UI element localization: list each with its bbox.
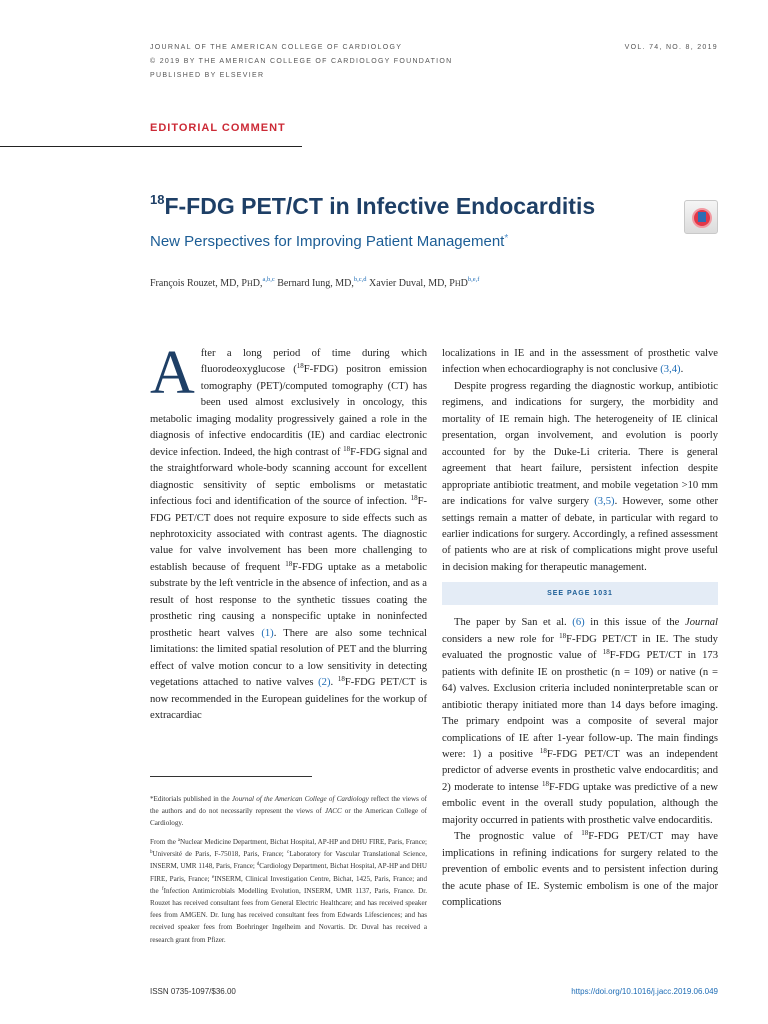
title-text: F-FDG PET/CT in Infective Endocarditis [164,193,596,219]
subtitle-text: New Perspectives for Improving Patient Management [150,233,505,250]
issn-price: ISSN 0735-1097/$36.00 [150,987,236,996]
doi-link[interactable]: https://doi.org/10.1016/j.jacc.2019.06.049 [571,987,718,996]
crossmark-icon[interactable] [684,200,718,234]
publisher-line: PUBLISHED BY ELSEVIER [150,72,265,79]
author-affiliation[interactable]: b,e,f [467,276,480,283]
section-label: EDITORIAL COMMENT [150,122,286,134]
body-column-right [442,346,718,912]
body-paragraph: localizations in IE and in the assessment of prosthetic valve infection when echocardiography is not conclusive (3,4). [442,348,718,376]
body-paragraph: The paper by San et al. (6) in this issue of the Journal considers a new role for $^{18}$F-FDG PET/CT in IE. The study evaluated the prognostic value of $^{18}$F-FDG PET/CT in 173 patients with definite IE on prosthetic (n = 109) or native (n = 64) valves. Exclusion criteria included noninterpretable scan or antibiotic therapy initiated more than 14 days before imaging. The primary endpoint was a composite of several major complications of IE after 1-year follow-up. The main findings were: 1) a positive $^{18}$F-FDG PET/CT was an independent predictor of adverse events in prosthetic valve endocarditis; and 2) moderate to intense $^{18}$F-FDG uptake was predictive of a new embolic event in the overall study population, although the majority occurred in patients with prosthetic valve endocarditis. [442,617,719,826]
citation-link[interactable]: (1) [261,627,274,639]
affiliation-footnote: From the $^a$Nuclear Medicine Department, Bichat Hospital, AP-HP and DHU FIRE, Paris, France; $^b$Université de Paris, F-75018, Paris, France; $^c$Laboratory for Vascular Translational Science, INSERM, UMR 1148, Paris, France; $^d$Cardiology Department, Bichat Hospital, AP-HP and DHU FIRE, Paris, France; $^e$INSERM, Clinical Investigation Centre, Bichat, 1425, Paris, France; and the $^f$Infection Antimicrobials Modelling Evolution, INSERM, UMR 1137, Paris, France. Dr. Rouzet has received consultant fees from General Electric Healthcare; and has received speaker fees from AMGEN. Dr. Iung has received consultant fees from Edwards Lifesciences; and has received speaker fees from Boehringer Ingelheim and Novartis. Dr. Duval has received a research grant from Pfizer. [150,838,428,944]
subtitle-footnote-mark: * [504,233,509,244]
title-superscript: 18 [150,192,165,207]
body-paragraph: The prognostic value of $^{18}$F-FDG PET/CT may have implications in refining indications for surgery related to the prevention of embolic events and to persistent infection during the acute phase of IE. Systemic embolism is one of the major complications [442,829,718,909]
article-subtitle [150,233,508,250]
section-divider [0,146,302,147]
volume-info: VOL. 74, NO. 8, 2019 [624,44,718,51]
drop-cap: A [150,339,195,407]
body-paragraph: Despite progress regarding the diagnostic workup, antibiotic regimens, and indications for surgery, the morbidity and mortality of IE remain high. The heterogeneity of IE clinical presentation, organ involvement, and evolution is poorly accounted for by the Duke-Li criteria. There is general agreement that heart failure, persistent infection despite appropriate antibiotic treatment, and mobile vegetation >10 mm are indications for valve surgery (3,5). However, some other settings remain a matter of debate, in particular with regard to earlier indications for surgery. Accordingly, a refined assessment of patients who are at risk of complications might prove useful in decision making for therapeutic management. [442,380,718,573]
journal-name: JOURNAL OF THE AMERICAN COLLEGE OF CARDIOLOGY [150,44,403,51]
copyright-line: © 2019 BY THE AMERICAN COLLEGE OF CARDIOLOGY FOUNDATION [150,58,453,65]
footnote-divider [150,776,312,777]
see-page-link[interactable]: SEE PAGE 1031 [442,582,718,605]
citation-link[interactable]: (3,5) [594,496,615,508]
body-column-left [150,339,428,724]
article-title [150,192,595,220]
citation-link[interactable]: (2) [318,677,331,689]
citation-link[interactable]: (6) [572,617,585,629]
author-affiliation[interactable]: b,c,d [353,276,367,283]
author-iung: Bernard Iung, MD,$^{b,c,d}$ [277,276,367,289]
author-affiliation[interactable]: a,b,c [262,276,275,283]
crossmark-bookmark [698,212,706,222]
author-rouzet: François Rouzet, MD, PHD,$^{a,b,c}$ [150,276,275,289]
citation-link[interactable]: (3,4) [660,364,681,376]
editorial-footnote: *Editorials published in the Journal of the American College of Cardiology reflect the views of the authors and do not necessarily represent the views of JACC or the American College of Cardiology. [150,795,427,828]
author-duval: Xavier Duval, MD, PHD$^{b,e,f}$ [369,276,480,289]
body-paragraph: After a long period of time during which fluorodeoxyglucose ($^{18}$F-FDG) positron emission tomography (PET)/computed tomography (CT) has been used almost exclusively in oncology, this metabolic imaging modality progressively gained a role in the diagnosis of infective endocarditis (IE) and cardiac electronic device infection. Indeed, the high contrast of $^{18}$F-FDG signal and the straightforward whole-body scanning account for excellent diagnostic sensitivity of septic embolisms or metastatic infectious foci and identification of the source of infection. $^{18}$F-FDG PET/CT does not require exposure to side effects such as nephrotoxicity associated with contrast agents. The diagnostic value for valve involvement has been more challenging to establish because of frequent $^{18}$F-FDG uptake as a metabolic substrate by the left ventricle in the absence of infection, and as a result of host response to the synthetic tissues coating the prosthetic ring causing a nonspecific uptake in noninfected prosthetic heart valves (1). There are also some technical limitations: the limited spatial resolution of PET and the blurring effect of valve motion concur to a low sensitivity in detecting vegetations attached to native valves (2). $^{18}$F-FDG PET/CT is now recommended in the European guidelines for the workup of extracardiac [150,339,428,721]
author-list [150,276,479,289]
